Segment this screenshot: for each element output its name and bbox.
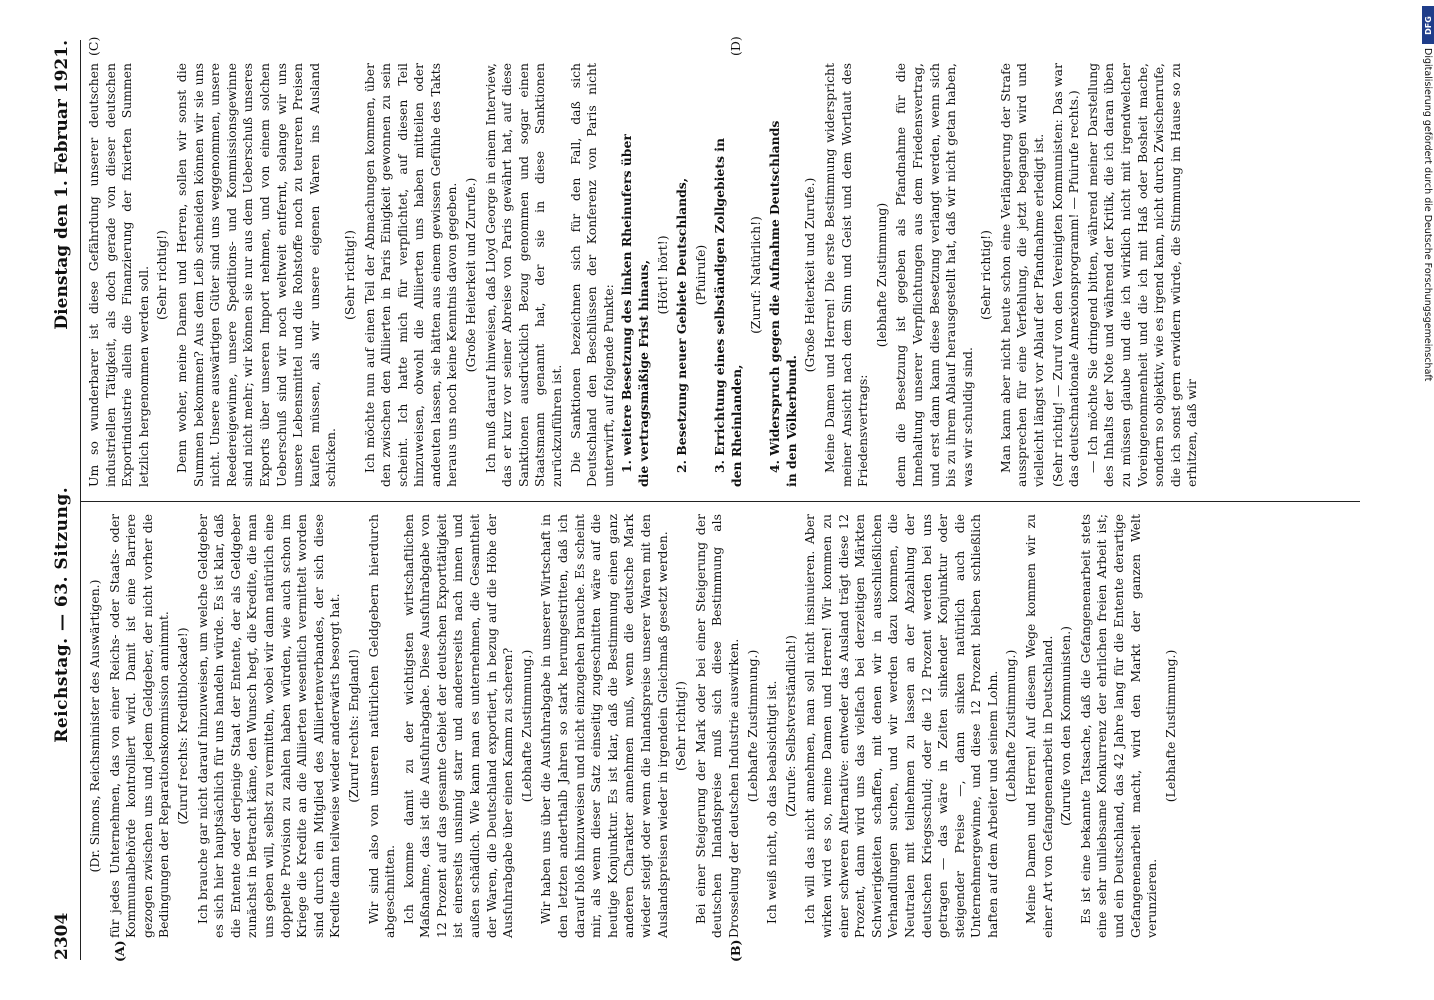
- numbered-item-text: die vertragsmäßige Frist hinaus,: [636, 259, 651, 487]
- paragraph: Ich muß darauf hinweisen, daß Lloyd George in einem Interview, das er kurz vor seiner Abreise von Paris gewährt hat, auf diese Sanktionen ausdrücklich Bezug genommen und sogar einen Staatsmann genannt hat, der sie in diese Sanktionen zurückzuführen ist.: [482, 63, 565, 487]
- interjection: (Hört! hört!): [654, 235, 670, 315]
- paragraph: Denn woher, meine Damen und Herren, sollen wir sonst die Summen bekommen? Aus dem Leib schneiden können wir sie uns nicht. Unsere auswärtigen Güter sind uns weggenommen, unsere Reedereigewinne, unsere Speditions- und Kommissionsgewinne sind nicht mehr; wir können sie nur aus dem Ueberschuß unseres Exports über unseren Import nehmen, und von einem solchen Ueberschuß sind wir noch weltweit entfernt, solange wir uns unsere Lebensmittel und die Rohstoffe noch zu teureren Preisen kaufen müssen, als wir unsere eigenen Waren ins Ausland schicken.: [173, 63, 339, 487]
- paragraph: Bei einer Steigerung der Mark oder bei einer Steigerung der deutschen Inlandspreise muß sich diese Bestimmung als Drosselung der deutschen Industrie auswirken.: [692, 514, 741, 938]
- paragraph: für jedes Unternehmen, das von einer Reichs- oder Staats- oder Kommunalbehörde kontrolliert wird. Damit ist eine Barriere gezogen zwischen uns und jedem Geldgeber, der nicht vorher die Bedingungen der Reparationskommission annimmt.: [106, 514, 172, 938]
- paragraph: Meine Damen und Herren! Die erste Bestimmung widerspricht meiner Ansicht nach dem Sinn und Geist und dem Wortlaut des Friedensvertrags:: [821, 63, 871, 487]
- left-column: [86, 514, 1182, 938]
- interjection: (Sehr richtig!): [673, 681, 689, 771]
- interjection: (Sehr richtig!): [978, 230, 994, 320]
- numbered-item: [619, 63, 652, 487]
- paragraph: Man kann aber nicht heute schon eine Verlängerung der Strafe aussprechen für eine Verfehlung, die jetzt begangen wird und vielleicht längst vor Ablauf der Pfandnahme erledigt ist.: [997, 63, 1047, 487]
- paragraph: — Ich möchte Sie dringend bitten, während meiner Darstellung des Inhalts der Note und während der Kritik, die ich daran üben zu müssen glaube und die ich wirklich nicht mit irgendwelcher Voreingenommenheit und die ich mit Haß oder Bosheit mache, sondern so objektiv, wie es irgend kann, nicht durch Zwischenrufe, die ich sonst gern erwidern würde, die Stimmung im Hause so zu erhitzen, daß wir: [1084, 63, 1200, 487]
- interjection: (Zuruf rechts: England!): [345, 649, 361, 803]
- paragraph: Ich komme damit zu der wichtigsten wirtschaftlichen Maßnahme, das ist die Ausfuhrabgabe. Diese Ausfuhrabgabe von 12 Prozent auf das gesamte Gebiet der deutschen Exporttätigkeit ist einerseits unsinnig starr und andererseits nach innen und außen schädlich. Wie kann man es unternehmen, die Gesamtheit der Waren, die Deutschland exportiert, in bezug auf die Höhe der Ausfuhrabgabe über einen Kamm zu scheren?: [400, 514, 516, 938]
- paragraph: Wir sind also von unseren natürlichen Geldgebern hierdurch abgeschnitten.: [365, 514, 398, 938]
- paragraph: Um so wunderbarer ist diese Gefährdung unserer deutschen industriellen Tätigkeit, als doch gerade von dieser deutschen Exportindustrie allein die Finanzierung der fixierten Summen letzlich hergenommen werden soll.: [86, 63, 151, 487]
- page-header: [52, 40, 78, 960]
- credit-text: Digitalisierung gefördert durch die Deutsche Forschungsgemeinschaft: [1422, 48, 1433, 382]
- interjection: (Sehr richtig!): [341, 230, 357, 320]
- speaker-line: (Dr. Simons, Reichsminister des Auswärtigen.): [87, 579, 102, 873]
- column-divider: [80, 501, 1360, 502]
- page-title: Reichstag. — 63. Sitzung.: [52, 486, 72, 743]
- numbered-item-text: 3. Errichtung eines selbständigen Zollgebiets in: [712, 138, 728, 473]
- numbered-item: [674, 63, 691, 487]
- header-rule: [80, 40, 81, 960]
- paragraph: Ich weiß nicht, ob das beabsichtigt ist.: [764, 680, 780, 924]
- interjection: (Sehr richtig!): [154, 230, 170, 320]
- right-column: [86, 63, 1203, 487]
- dfg-logo-text: DFG: [1423, 15, 1433, 35]
- page-date: Dienstag den 1. Februar 1921.: [52, 40, 72, 330]
- interjection: (Lebhafte Zustimmung.): [1162, 649, 1178, 803]
- interjection: (Pfuirufe): [692, 244, 708, 306]
- dfg-logo: [1422, 6, 1434, 44]
- interjection: (lebhafte Zustimmung): [873, 202, 889, 348]
- paragraph: Die Sanktionen bezeichnen sich für den Fall, daß sich Deutschland den Beschlüssen der Konferenz von Paris nicht unterwirft, auf folgende Punkte:: [567, 63, 616, 487]
- margin-letter-d: (D): [728, 36, 743, 56]
- numbered-item: [767, 63, 800, 487]
- interjection: (Große Heiterkeit und Zurufe.): [463, 177, 479, 373]
- numbered-item-text: den Rheinlanden,: [728, 364, 744, 487]
- digitization-credit: [1419, 48, 1434, 648]
- interjection: (Zurufe: Selbstverständlich!): [782, 635, 798, 817]
- interjection: (Lebhafte Zustimmung.): [744, 649, 760, 803]
- paragraph: Ich will das nicht annehmen, man soll nicht insinuieren. Aber wirken wird es so, meine Damen und Herren! Wir kommen zu einer schweren Alternative: entweder das Ausland trägt diese 12 Prozent, dann wird uns das vielfach bei derzeitigen Märkten Schwierigkeiten schaffen, mit denen wir in ausschließlichen Verhandlungen suchen, und wir werden dazu kommen, die Neutralen mit teilnehmen zu lassen an der Abzahlung der deutschen Kriegsschuld; oder die 12 Prozent werden bei uns getragen — das wäre in Zeiten sinkender Konjunktur oder steigender Preise —, dann sinken natürlich auch die Unternehmergewinne, und diese 12 Prozent bleiben schließlich haften auf dem Arbeiter und seinem Lohn.: [802, 514, 1000, 938]
- paragraph: Es ist eine bekannte Tatsache, daß die Gefangenenarbeit stets eine sehr unliebsame Konkurrenz der ehrlichen freien Arbeit ist; und ein Deutschland, das 42 Jahre lang für die Entente derartige Gefangenenarbeit macht, wird den Markt der ganzen Welt verunzieren.: [1077, 514, 1160, 938]
- interjection: (Lebhafte Zustimmung.): [518, 649, 534, 803]
- interjection: (Zurufe von den Kommunisten.): [1058, 626, 1074, 826]
- numbered-item-text: 4. Widerspruch gegen die Aufnahme Deutschlands: [767, 120, 783, 473]
- paragraph: Meine Damen und Herren! Auf diesem Wege kommen wir zu einer Art von Gefangenenarbeit in Deutschland.: [1023, 514, 1055, 938]
- paragraph: (Sehr richtig! — Zuruf von den Vereinigten Kommunisten: Das war das deutschnationale Annexionsprogramm! — Pfuirufe rechts.): [1049, 63, 1082, 487]
- margin-letter-a: (A): [112, 940, 127, 962]
- interjection: (Große Heiterkeit und Zurufe.): [802, 177, 818, 373]
- paragraph: denn die Besetzung ist gegeben als Pfandnahme für die Innehaltung unserer Verpflichtungen aus dem Friedensvertrag, und erst dann kann diese Besetzung verlangt werden, wenn sich bis zu ihrem Ablauf herausgestellt hat, daß wir nicht getan haben, was wir schuldig sind.: [893, 63, 975, 487]
- numbered-item-text: 2. Besetzung neuer Gebiete Deutschlands,: [674, 177, 690, 473]
- paragraph: Ich brauche gar nicht darauf hinzuweisen, um welche Geldgeber es sich hier hauptsächlich für uns handeln würde. Es ist klar, daß die Entente oder derjenige Staat der Entente, der als Geldgeber zunächst in Betracht käme, den Wunsch hegt, die Kredite, die man uns geben will, selbst zu vermitteln, wobei wir dann natürlich eine doppelte Provision zu zahlen haben würden, wie auch schon im Kriege die Kredite an die Alliierten wesentlich vermittelt worden sind durch ein Mitglied des Alliiertenverbandes, der sich diese Kredite dann teilweise wieder anderwärts besorgt hat.: [194, 514, 343, 938]
- paragraph: Wir haben uns über die Ausfuhrabgabe in unserer Wirtschaft in den letzten anderthalb Jahren so stark herumgestritten, daß ich darauf bloß hinzuweisen und nicht einzugehen brauche. Es scheint mir, als wenn dieser Satz einseitig zugeschnitten wäre auf die heutige Konjunktur. Es ist klar, daß die Bestimmung einen ganz anderen Charakter annehmen muß, wenn die deutsche Mark wieder steigt oder wenn die Inlandspreise unserer Waren mit den Auslandspreisen wieder in irgendein Gleichmaß gesetzt werden.: [538, 514, 670, 938]
- margin-letter-b: (B): [728, 939, 743, 962]
- page-number: 2304: [52, 912, 72, 960]
- numbered-item: [712, 63, 745, 487]
- paragraph: Ich möchte nun auf einen Teil der Abmachungen kommen, über den zwischen den Alliierten in Paris Einigkeit gewonnen zu sein scheint. Ich hatte mich für verpflichtet, auf diesen Teil hinzuweisen, obwohl die Alliierten uns haben mitteilen oder andeuten lassen, sie hätten aus einem gewissen Gefühle des Takts heraus uns noch keine Kenntnis davon gegeben.: [361, 63, 460, 487]
- numbered-item-text: in den Völkerbund.: [783, 354, 799, 487]
- interjection: (Zuruf rechts: Kreditblockade!): [174, 627, 190, 825]
- interjection: (Zuruf: Natürlich!): [747, 216, 763, 334]
- interjection: (Lebhafte Zustimmung.): [1003, 649, 1019, 803]
- numbered-item-text: 1. weitere Besetzung des linken Rheinufers über: [619, 134, 635, 473]
- margin-letter-c: (C): [86, 36, 101, 56]
